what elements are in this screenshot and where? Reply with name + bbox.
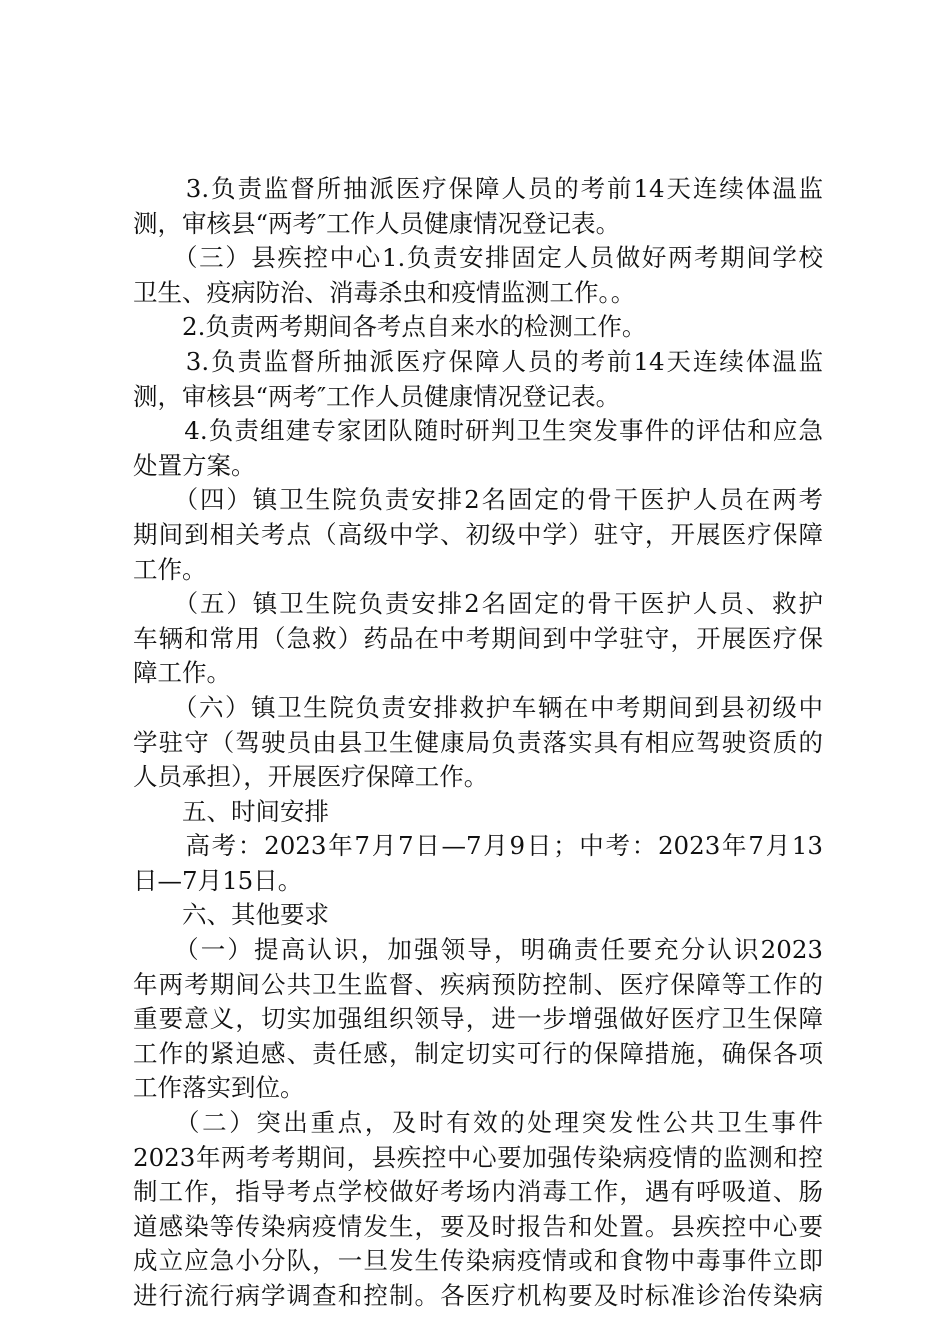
- text-line: 道感染等传染病疫情发生，要及时报告和处置。县疾控中心要: [133, 1211, 823, 1241]
- text-line: （二）突出重点，及时有效的处理突发性公共卫生事件: [133, 1108, 823, 1138]
- text-line: 工作的紧迫感、责任感，制定切实可行的保障措施，确保各项: [133, 1038, 823, 1068]
- text-line: 2.负责两考期间各考点自来水的检测工作。: [133, 312, 647, 342]
- text-line: 2023年两考考期间，县疾控中心要加强传染病疫情的监测和控: [133, 1142, 823, 1172]
- text-line: （五）镇卫生院负责安排2名固定的骨干医护人员、救护: [133, 589, 823, 619]
- text-line: 重要意义，切实加强组织领导，进一步增强做好医疗卫生保障: [133, 1004, 823, 1034]
- text-line: 人员承担），开展医疗保障工作。: [133, 762, 489, 792]
- text-line: 工作落实到位。: [133, 1073, 305, 1103]
- text-line: 进行流行病学调查和控制。各医疗机构要及时标准诊治传染病: [133, 1281, 823, 1310]
- text-line: 3.负责监督所抽派医疗保障人员的考前14天连续体温监: [133, 346, 823, 376]
- document-body: [133, 172, 823, 1314]
- text-line: 测，审核县“两考″工作人员健康情况登记表。: [133, 381, 621, 411]
- text-line: （六）镇卫生院负责安排救护车辆在中考期间到县初级中: [133, 692, 823, 722]
- text-line: 障工作。: [133, 658, 231, 688]
- text-line: （四）镇卫生院负责安排2名固定的骨干医护人员在两考: [133, 485, 823, 515]
- text-line: （三）县疾控中心1.负责安排固定人员做好两考期间学校: [133, 243, 823, 273]
- text-line: 车辆和常用（急救）药品在中考期间到中学驻守，开展医疗保: [133, 623, 823, 653]
- text-line: 日—7月15日。: [133, 865, 303, 895]
- text-line: 4.负责组建专家团队随时研判卫生突发事件的评估和应急: [133, 416, 823, 446]
- text-line: 测，审核县“两考″工作人员健康情况登记表。: [133, 208, 621, 238]
- text-line: 期间到相关考点（高级中学、初级中学）驻守，开展医疗保障: [133, 519, 823, 549]
- text-line: 工作。: [133, 554, 207, 584]
- text-line: 卫生、疫病防治、消毒杀虫和疫情监测工作。。: [133, 277, 636, 307]
- text-line: （一）提高认识，加强领导，明确责任要充分认识2023: [133, 935, 823, 965]
- text-line: 处置方案。: [133, 450, 256, 480]
- text-line: 制工作，指导考点学校做好考场内消毒工作，遇有呼吸道、肠: [133, 1177, 823, 1207]
- text-line: 六、其他要求: [133, 900, 329, 930]
- text-line: 五、时间安排: [133, 796, 329, 826]
- text-line: 成立应急小分队，一旦发生传染病疫情或和食物中毒事件立即: [133, 1246, 823, 1276]
- text-line: 3.负责监督所抽派医疗保障人员的考前14天连续体温监: [133, 174, 823, 203]
- text-line: 高考：2023年7月7日—7月9日；中考：2023年7月13: [133, 831, 823, 861]
- text-line: 年两考期间公共卫生监督、疾病预防控制、医疗保障等工作的: [133, 969, 823, 999]
- text-line: 学驻守（驾驶员由县卫生健康局负责落实具有相应驾驶资质的: [133, 727, 823, 757]
